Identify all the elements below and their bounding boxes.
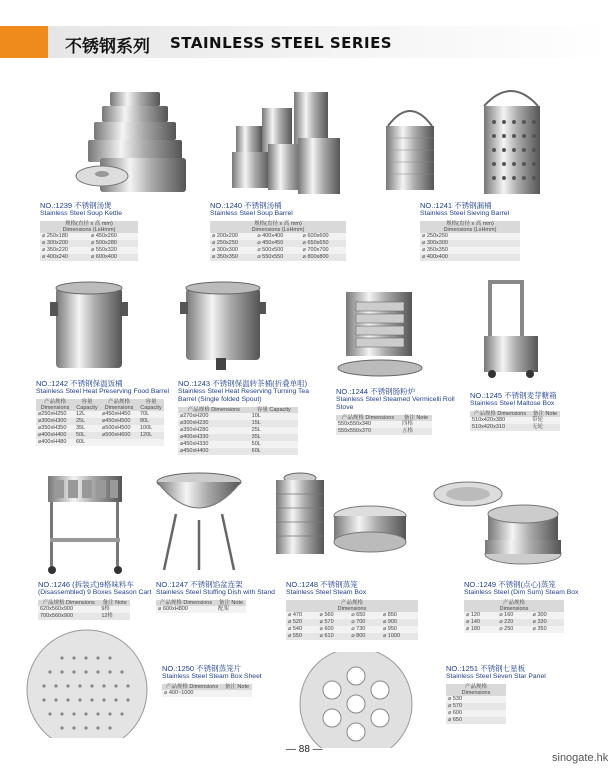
table-head: 规格(直径 x 高 mm) bbox=[40, 221, 138, 227]
table-row bbox=[464, 612, 564, 619]
table-row bbox=[210, 240, 346, 247]
cell: ⌀ 450x260 bbox=[89, 233, 138, 240]
cell: ⌀ 250x250 bbox=[420, 233, 520, 240]
spec-table bbox=[178, 407, 298, 455]
spec-table bbox=[446, 684, 506, 724]
table-row bbox=[286, 626, 418, 633]
cell: ⌀ 850 bbox=[381, 612, 418, 619]
cell: ⌀350xH280 bbox=[178, 427, 250, 434]
cell: ⌀ 800 bbox=[349, 633, 381, 640]
product-name: (Disassembled) 9 Boxes Season Cart bbox=[38, 589, 152, 596]
food-barrel-image bbox=[48, 278, 128, 372]
watermark: sinogate.hk bbox=[552, 752, 609, 764]
cell: ⌀ 330 bbox=[531, 619, 564, 626]
cell: ⌀350xH350 bbox=[36, 425, 74, 432]
cell: 100L bbox=[138, 425, 164, 432]
cell bbox=[100, 439, 138, 446]
cell: 四格 bbox=[400, 421, 432, 428]
product-no: NO.:1250 不锈钢蒸笼片 bbox=[162, 664, 242, 673]
product-1249 bbox=[464, 580, 578, 633]
cell: ⌀ 350 bbox=[531, 626, 564, 633]
soup-barrel-image bbox=[232, 86, 342, 198]
cell: 80L bbox=[138, 418, 164, 425]
table-row bbox=[470, 424, 560, 431]
table-head: 产品规格 Dimensions bbox=[470, 411, 530, 417]
cell: 配架 bbox=[216, 606, 246, 613]
table-row bbox=[38, 606, 130, 613]
cell: ⌀ 350x220 bbox=[40, 247, 89, 254]
cell: ⌀ 350x350 bbox=[210, 254, 255, 261]
cell: ⌀ 160 bbox=[497, 612, 530, 619]
spec-table bbox=[156, 600, 246, 613]
product-name: Stainless Steel Steam Box Sheet bbox=[162, 673, 262, 680]
table-row bbox=[156, 606, 246, 613]
product-no: NO.:1248 不锈钢蒸笼 bbox=[286, 580, 358, 589]
table-head: 容量 Capacity bbox=[250, 407, 298, 413]
cell: ⌀ 610 bbox=[318, 633, 350, 640]
cell: ⌀ 300 bbox=[531, 612, 564, 619]
product-name: Stainless Steel (Dim Sum) Steam Box bbox=[464, 589, 579, 596]
product-1244 bbox=[336, 387, 456, 435]
cell: ⌀300xH230 bbox=[178, 420, 250, 427]
table-row bbox=[36, 432, 164, 439]
cell: ⌀ 800x800 bbox=[301, 254, 346, 261]
cell: ⌀ 250x250 bbox=[210, 240, 255, 247]
table-row bbox=[446, 710, 506, 717]
cell: 50L bbox=[250, 441, 298, 448]
cell: ⌀ 600x600 bbox=[301, 233, 346, 240]
sieving-barrel-image bbox=[380, 82, 546, 200]
product-1248 bbox=[286, 580, 418, 640]
cell: ⌀ 220 bbox=[497, 619, 530, 626]
cell: ⌀ 400x240 bbox=[40, 254, 89, 261]
table-head: 规格(直径 x 高 mm) bbox=[210, 221, 346, 227]
table-head: Dimensions (LxHmm) bbox=[420, 227, 520, 233]
table-row bbox=[446, 703, 506, 710]
table-head: 产品规格 Dimensions bbox=[336, 415, 400, 421]
cell: ⌀ 180 bbox=[464, 626, 497, 633]
cell: 25L bbox=[74, 418, 100, 425]
cell: ⌀450xH500 bbox=[100, 418, 138, 425]
cell: ⌀450xH450 bbox=[100, 411, 138, 418]
cell: 25L bbox=[250, 427, 298, 434]
dim-sum-steam-box-image bbox=[428, 464, 568, 576]
table-row bbox=[178, 413, 298, 420]
product-no: NO.:1247 不锈钢馅盆连架 bbox=[156, 580, 243, 589]
table-row bbox=[178, 427, 298, 434]
cell: 12L bbox=[74, 411, 100, 418]
product-no: NO.:1240 不锈钢汤桶 bbox=[210, 201, 282, 210]
cell: ⌀ 950 bbox=[381, 626, 418, 633]
product-no: NO.:1242 不锈钢保温饭桶 bbox=[36, 379, 123, 388]
cell: ⌀ 650x650 bbox=[301, 240, 346, 247]
header-title-en: STAINLESS STEEL SERIES bbox=[170, 34, 393, 52]
cell: ⌀400xH480 bbox=[36, 439, 74, 446]
table-row bbox=[36, 425, 164, 432]
table-row bbox=[178, 441, 298, 448]
seven-star-panel-image bbox=[296, 652, 416, 748]
cell: 10L bbox=[250, 413, 298, 420]
cell: 70L bbox=[138, 411, 164, 418]
product-name: Stainless Steel Heat Preserving Food Barrel bbox=[36, 388, 169, 395]
table-row bbox=[336, 421, 432, 428]
cell: 550x550x340 bbox=[336, 421, 400, 428]
spec-table bbox=[162, 684, 252, 697]
table-row bbox=[420, 233, 520, 240]
table-head: 产品规格 Dimensions bbox=[162, 684, 222, 690]
product-name: Stainless Steel Soup Barrel bbox=[210, 210, 293, 217]
product-name: Stainless Steel Sieving Barrel bbox=[420, 210, 510, 217]
cell: ⌀ 730 bbox=[349, 626, 381, 633]
cell bbox=[138, 439, 164, 446]
cell bbox=[222, 690, 252, 697]
cell: ⌀ 400x400 bbox=[420, 254, 520, 261]
product-no: NO.:1243 不锈钢保温转茶桶(折叠单咀) bbox=[178, 379, 308, 388]
product-1245 bbox=[470, 391, 560, 431]
table-row bbox=[36, 418, 164, 425]
cell: ⌀ 650 bbox=[446, 717, 506, 724]
table-row bbox=[446, 696, 506, 703]
cell: ⌀ 300x300 bbox=[210, 247, 255, 254]
product-no: NO.:1244 不锈钢肠粉炉 bbox=[336, 387, 416, 396]
cell: 60L bbox=[74, 439, 100, 446]
table-row bbox=[336, 428, 432, 435]
product-name: Stainless Steel Seven Star Panel bbox=[446, 673, 546, 680]
cell: ⌀ 700x700 bbox=[301, 247, 346, 254]
page-header bbox=[0, 26, 613, 58]
steam-box-image bbox=[270, 470, 410, 574]
table-head: Dimensions bbox=[286, 606, 418, 612]
cell: ⌀ 200x200 bbox=[210, 233, 255, 240]
table-row bbox=[40, 247, 138, 254]
table-head: 备注 Note bbox=[530, 411, 560, 417]
cell: ⌀ 700 bbox=[349, 619, 381, 626]
product-no: NO.:1246 (拆装式)9格味料车 bbox=[38, 580, 134, 589]
header-title-cn: 不锈钢系列 bbox=[65, 37, 150, 56]
table-head: 容量 Capacity bbox=[138, 399, 164, 411]
cell: ⌀ 570 bbox=[446, 703, 506, 710]
cell: ⌀ 250 bbox=[497, 626, 530, 633]
product-name: Stainless Steel Stuffing Dish with Stand bbox=[156, 589, 275, 596]
table-row bbox=[210, 254, 346, 261]
table-row bbox=[40, 233, 138, 240]
spec-table bbox=[420, 221, 520, 261]
product-no: NO.:1245 不锈钢麦芽糖箱 bbox=[470, 391, 557, 400]
product-1247 bbox=[156, 580, 275, 613]
cell: ⌀ 400~1000 bbox=[162, 690, 222, 697]
cell: ⌀ 650 bbox=[349, 612, 381, 619]
table-head: 备注 Note bbox=[99, 600, 130, 606]
cell: ⌀500xH600 bbox=[100, 432, 138, 439]
cell: ⌀300xH300 bbox=[36, 418, 74, 425]
cell: ⌀450xH400 bbox=[178, 448, 250, 455]
product-name: Stainless Steel Maltose Box bbox=[470, 400, 555, 407]
table-row bbox=[464, 626, 564, 633]
cell: 50L bbox=[74, 432, 100, 439]
cell: ⌀ 540 bbox=[286, 626, 318, 633]
cell: ⌀ 550x550 bbox=[255, 254, 300, 261]
table-head: 产品规格 bbox=[286, 600, 418, 606]
table-head: 规格(直径 x 高 mm) bbox=[420, 221, 520, 227]
product-1246 bbox=[38, 580, 151, 620]
table-head: 产品规格 Dimensions bbox=[156, 600, 216, 606]
cell: 620x560x900 bbox=[38, 606, 99, 613]
table-head: 产品规格 Dimensions bbox=[38, 600, 99, 606]
product-no: NO.:1241 不锈钢漏桶 bbox=[420, 201, 492, 210]
table-head: 产品规格 Dimensions bbox=[36, 399, 74, 411]
table-head: 备注 Note bbox=[400, 415, 432, 421]
table-row bbox=[40, 254, 138, 261]
table-row bbox=[178, 420, 298, 427]
stuffing-dish-image bbox=[154, 470, 244, 576]
tea-barrel-image bbox=[178, 280, 268, 374]
table-head: 备注 Note bbox=[216, 600, 246, 606]
spec-table bbox=[464, 600, 564, 633]
season-cart-image bbox=[42, 468, 128, 576]
table-head: 产品规格 Dimensions bbox=[178, 407, 250, 413]
table-head: 产品规格 Dimensions bbox=[100, 399, 138, 411]
spec-table bbox=[470, 411, 560, 431]
cell: ⌀ 250x180 bbox=[40, 233, 89, 240]
table-row bbox=[446, 717, 506, 724]
product-1250 bbox=[162, 664, 262, 697]
maltose-box-image bbox=[478, 276, 548, 380]
cell: ⌀ 560 bbox=[318, 612, 350, 619]
product-1243 bbox=[178, 379, 310, 455]
cell: 60L bbox=[250, 448, 298, 455]
cell: ⌀ 600 bbox=[446, 710, 506, 717]
cell: ⌀ 550 bbox=[286, 633, 318, 640]
table-row bbox=[178, 434, 298, 441]
cell: 700x560x900 bbox=[38, 613, 99, 620]
table-row bbox=[36, 439, 164, 446]
product-name: Stainless Steel Heat Reserving Turning Tea Barrel (Single folded Spout) bbox=[178, 388, 309, 403]
spec-table bbox=[210, 221, 346, 261]
table-row bbox=[38, 613, 130, 620]
product-1242 bbox=[36, 379, 169, 446]
soup-kettle-image bbox=[70, 88, 190, 200]
cell: 9格 bbox=[99, 606, 130, 613]
cell: 35L bbox=[74, 425, 100, 432]
table-row bbox=[210, 233, 346, 240]
product-no: NO.:1239 不锈钢汤煲 bbox=[40, 201, 112, 210]
steam-sheet-image bbox=[22, 628, 152, 738]
table-head: 产品规格 bbox=[446, 684, 506, 690]
table-head: Dimensions (LxHmm) bbox=[40, 227, 138, 233]
cell: ⌀ 900 bbox=[381, 619, 418, 626]
table-row bbox=[178, 448, 298, 455]
cell: ⌀ 300x300 bbox=[420, 240, 520, 247]
cell: ⌀ 500x500 bbox=[255, 247, 300, 254]
product-name: Stainless Steel Soup Kettle bbox=[40, 210, 122, 217]
cell: ⌀ 520 bbox=[286, 619, 318, 626]
table-row bbox=[420, 254, 520, 261]
table-head: 容量 Capacity bbox=[74, 399, 100, 411]
header-accent bbox=[0, 26, 48, 58]
table-row bbox=[40, 240, 138, 247]
table-row bbox=[36, 411, 164, 418]
cell: ⌀270xH200 bbox=[178, 413, 250, 420]
product-1240 bbox=[210, 201, 346, 261]
table-head: 产品规格 bbox=[464, 600, 564, 606]
product-1241 bbox=[420, 201, 520, 261]
page-number: — 88 — bbox=[286, 744, 323, 755]
spec-table bbox=[40, 221, 138, 261]
spec-table bbox=[38, 600, 130, 620]
cell: ⌀ 400x400 bbox=[255, 233, 300, 240]
cell: ⌀400xH400 bbox=[36, 432, 74, 439]
cell: ⌀ 350x350 bbox=[420, 247, 520, 254]
product-name: Stainless Steel Steam Box bbox=[286, 589, 367, 596]
spec-table bbox=[336, 415, 432, 435]
cell: 120L bbox=[138, 432, 164, 439]
table-row bbox=[162, 690, 252, 697]
table-row bbox=[464, 619, 564, 626]
table-row bbox=[286, 633, 418, 640]
cell: ⌀ 450x450 bbox=[255, 240, 300, 247]
cell: 510x420x380 bbox=[470, 417, 530, 424]
cell: ⌀ 600 bbox=[318, 626, 350, 633]
spec-table bbox=[286, 600, 418, 640]
cell: ⌀ 1000 bbox=[381, 633, 418, 640]
table-row bbox=[420, 247, 520, 254]
cell: ⌀ 140 bbox=[464, 619, 497, 626]
product-name: Stainless Steel Steamed Vermicelli Roll Stove bbox=[336, 396, 455, 411]
table-head: Dimensions bbox=[464, 606, 564, 612]
product-1251 bbox=[446, 664, 546, 724]
cell: ⌀ 300x200 bbox=[40, 240, 89, 247]
vermicelli-stove-image bbox=[334, 288, 424, 378]
cell: 510x420x310 bbox=[470, 424, 530, 431]
cell: ⌀ 530 bbox=[446, 696, 506, 703]
cell: ⌀400xH330 bbox=[178, 434, 250, 441]
table-row bbox=[210, 247, 346, 254]
spec-table bbox=[36, 399, 164, 446]
cell: ⌀ 120 bbox=[464, 612, 497, 619]
cell: ⌀ 470 bbox=[286, 612, 318, 619]
table-row bbox=[286, 619, 418, 626]
table-head: 备注 Note bbox=[222, 684, 252, 690]
cell: 带轮 bbox=[530, 417, 560, 424]
cell: 35L bbox=[250, 434, 298, 441]
cell: ⌀ 600xH800 bbox=[156, 606, 216, 613]
product-no: NO.:1251 不锈钢七星板 bbox=[446, 664, 526, 673]
table-head: Dimensions (LxHmm) bbox=[210, 227, 346, 233]
product-no: NO.:1249 不锈钢(点心)蒸笼 bbox=[464, 580, 556, 589]
cell: ⌀450xH330 bbox=[178, 441, 250, 448]
table-row bbox=[470, 417, 560, 424]
cell: ⌀500xH500 bbox=[100, 425, 138, 432]
table-head: Dimensions bbox=[446, 690, 506, 696]
product-1239 bbox=[40, 201, 138, 261]
cell: ⌀250xH250 bbox=[36, 411, 74, 418]
cell: ⌀ 500x280 bbox=[89, 240, 138, 247]
cell: 550x550x370 bbox=[336, 428, 400, 435]
cell: ⌀ 550x320 bbox=[89, 247, 138, 254]
cell: 五格 bbox=[400, 428, 432, 435]
cell: ⌀ 570 bbox=[318, 619, 350, 626]
cell: 15L bbox=[250, 420, 298, 427]
table-row bbox=[286, 612, 418, 619]
cell: 12格 bbox=[99, 613, 130, 620]
cell: ⌀ 600x400 bbox=[89, 254, 138, 261]
table-row bbox=[420, 240, 520, 247]
cell: 无轮 bbox=[530, 424, 560, 431]
